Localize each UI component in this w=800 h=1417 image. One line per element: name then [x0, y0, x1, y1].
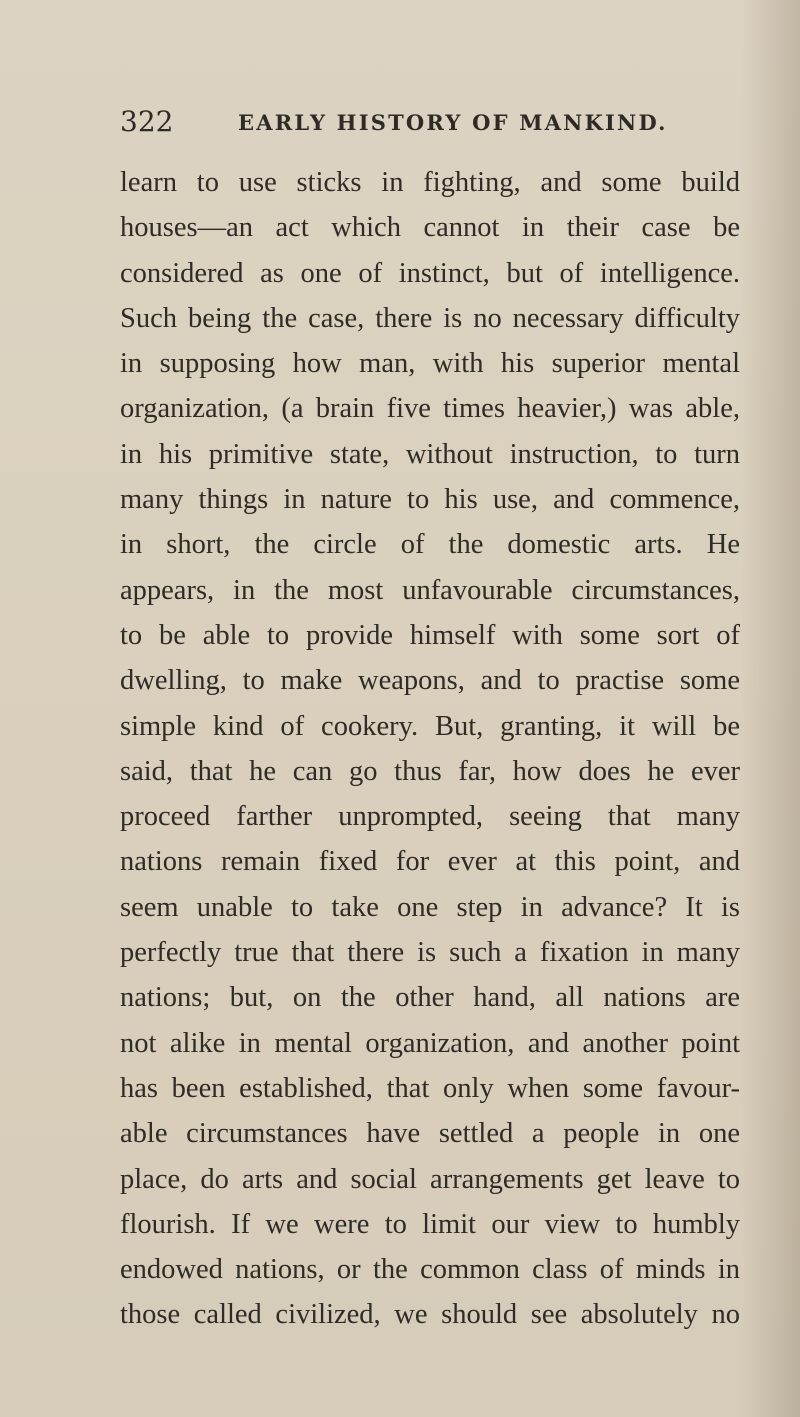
text-line: Such being the case, there is no necessary difficulty	[120, 302, 740, 334]
text-line: not alike in mental organization, and another point	[120, 1027, 740, 1059]
text-line: place, do arts and social arrangements get leave to	[120, 1163, 740, 1195]
text-line: organization, (a brain five times heavier,) was able,	[120, 393, 740, 425]
running-title: EARLY HISTORY OF MANKIND.	[238, 110, 668, 135]
text-line: nations remain fixed for ever at this point, and	[120, 846, 740, 878]
text-line: dwelling, to make weapons, and to practise some	[120, 665, 740, 697]
body-text	[120, 160, 740, 1338]
text-line: nations; but, on the other hand, all nations are	[120, 982, 740, 1014]
text-line: in short, the circle of the domestic arts. He	[120, 529, 740, 561]
text-line: to be able to provide himself with some sort of	[120, 619, 740, 651]
text-line: appears, in the most unfavourable circumstances,	[120, 574, 740, 606]
text-line: simple kind of cookery. But, granting, it will be	[120, 710, 740, 742]
text-line: houses—an act which cannot in their case be	[120, 212, 740, 244]
text-line: learn to use sticks in fighting, and some build	[120, 167, 740, 198]
running-head	[120, 104, 740, 140]
text-line: endowed nations, or the common class of minds in	[120, 1254, 740, 1286]
text-line: those called civilized, we should see absolutely no	[120, 1299, 740, 1331]
page-number: 322	[120, 105, 174, 138]
text-line: proceed farther unprompted, seeing that many	[120, 801, 740, 833]
text-line: said, that he can go thus far, how does he ever	[120, 755, 740, 787]
text-line: in supposing how man, with his superior mental	[120, 348, 740, 380]
text-line: able circumstances have settled a people in one	[120, 1118, 740, 1150]
text-line: considered as one of instinct, but of intelligence.	[120, 257, 740, 289]
text-line: has been established, that only when some favour-	[120, 1072, 740, 1104]
text-line: seem unable to take one step in advance? It is	[120, 891, 740, 923]
text-line: many things in nature to his use, and commence,	[120, 484, 740, 516]
text-line: in his primitive state, without instruction, to turn	[120, 438, 740, 470]
text-line: perfectly true that there is such a fixation in many	[120, 937, 740, 969]
text-line: flourish. If we were to limit our view to humbly	[120, 1208, 740, 1240]
